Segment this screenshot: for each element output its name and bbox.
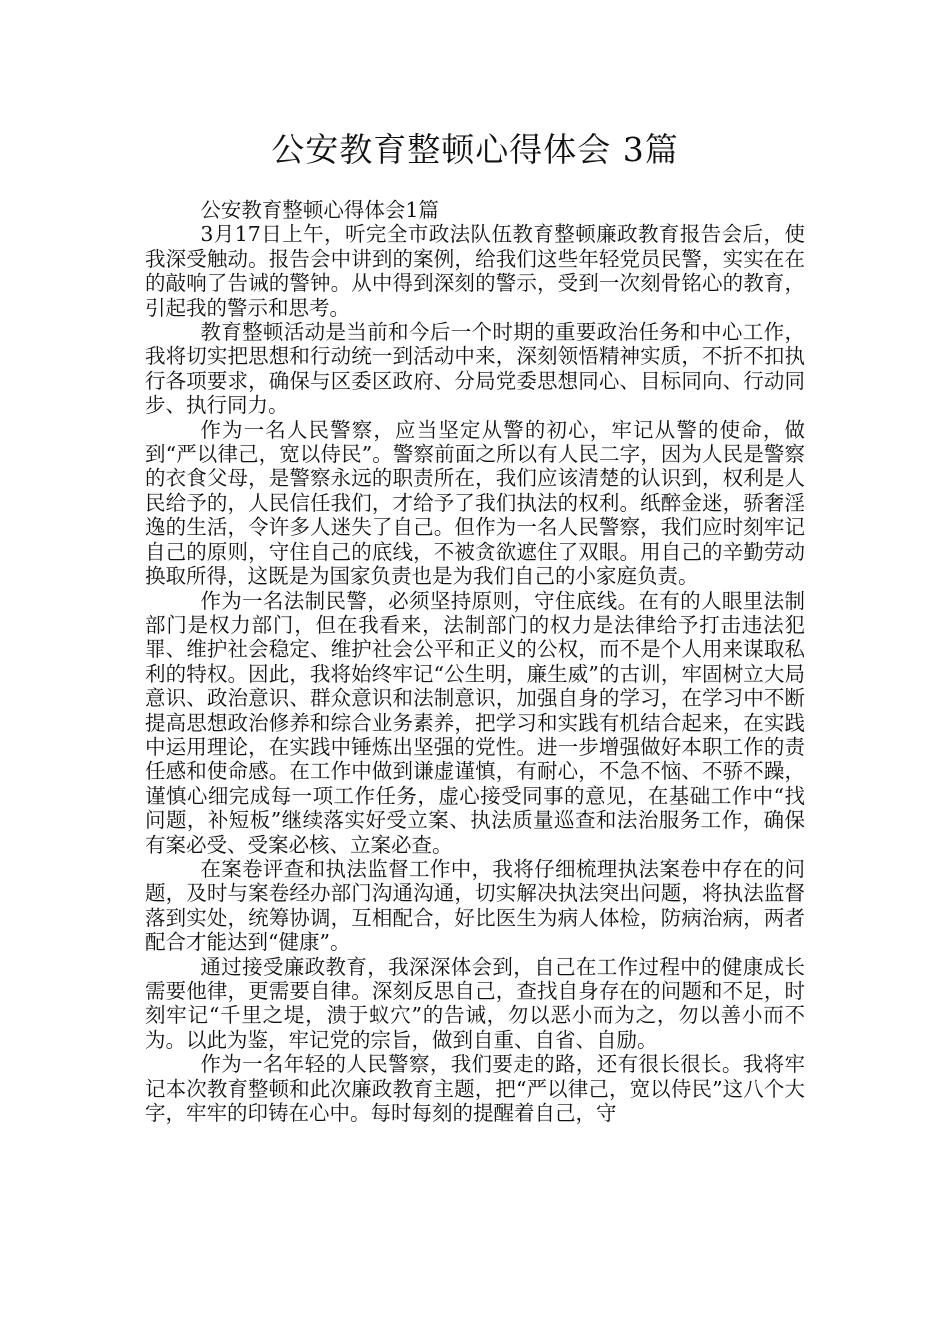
section-subtitle: 公安教育整顿心得体会1篇 (200, 198, 439, 222)
document-title: 公安教育整顿心得体会 3篇 (271, 130, 679, 169)
paragraph: 教育整顿活动是当前和今后一个时期的重要政治任务和中心工作，我将切实把思想和行动统一到活动中来，深刻领悟精神实质，不折不扣执行各项要求，确保与区委区政府、分局党委思想同心、目标同向、行动同步、执行同力。 (145, 320, 805, 418)
paragraph: 3月17日上午，听完全市政法队伍教育整顿廉政教育报告会后，使我深受触动。报告会中讲到的案例，给我们这些年轻党员民警，实实在在的敲响了告诫的警钟。从中得到深刻的警示，受到一次刻骨铭心的教育，引起我的警示和思考。 (145, 222, 805, 320)
paragraph: 作为一名年轻的人民警察，我们要走的路，还有很长很长。我将牢记本次教育整顿和此次廉政教育主题，把“严以律己，宽以侍民”这八个大字，牢牢的印铸在心中。每时每刻的提醒着自己，守 (145, 1052, 805, 1126)
paragraph: 在案卷评查和执法监督工作中，我将仔细梳理执法案卷中存在的问题，及时与案卷经办部门沟通沟通，切实解决执法突出问题，将执法监督落到实处，统筹协调，互相配合，好比医生为病人体检，防病治病，两者配合才能达到“健康”。 (145, 856, 805, 955)
paragraph: 作为一名法制民警，必须坚持原则，守住底线。在有的人眼里法制部门是权力部门，但在我看来，法制部门的权力是法律给予打击违法犯罪、维护社会稳定、维护社会公平和正义的公权，而不是个人用来谋取私利的特权。因此，我将始终牢记“公生明，廉生威”的古训，牢固树立大局意识、政治意识、群众意识和法制意识，加强自身的学习，在学习中不断提高思想政治修养和综合业务素养，把学习和实践有机结合起来，在实践中运用理论，在实践中锤炼出坚强的党性。进一步增强做好本职工作的责任感和使命感。在工作中做到谦虚谨慎，有耐心，不急不恼、不骄不躁，谨慎心细完成每一项工作任务，虚心接受同事的意见，在基础工作中“找问题，补短板”继续落实好受立案、执法质量巡查和法治服务工作，确保有案必受、受案必核、立案必查。 (145, 588, 805, 857)
document-body (145, 198, 805, 1125)
paragraph: 作为一名人民警察，应当坚定从警的初心，牢记从警的使命，做到“严以律己，宽以侍民”。警察前面之所以有人民二字，因为人民是警察的衣食父母，是警察永远的职责所在，我们应该清楚的认识到，权利是人民给予的，人民信任我们，才给予了我们执法的权利。纸醉金迷，骄奢淫逸的生活，令许多人迷失了自己。但作为一名人民警察，我们应时刻牢记自己的原则，守住自己的底线，不被贪欲遮住了双眼。用自己的辛勤劳动换取所得，这既是为国家负责也是为我们自己的小家庭负责。 (145, 417, 805, 589)
paragraph: 通过接受廉政教育，我深深体会到，自己在工作过程中的健康成长需要他律，更需要自律。深刻反思自己，查找自身存在的问题和不足，时刻牢记“千里之堤，溃于蚁穴”的告诫，勿以恶小而为之，勿以善小而不为。以此为鉴，牢记党的宗旨，做到自重、自省、自励。 (145, 954, 805, 1052)
